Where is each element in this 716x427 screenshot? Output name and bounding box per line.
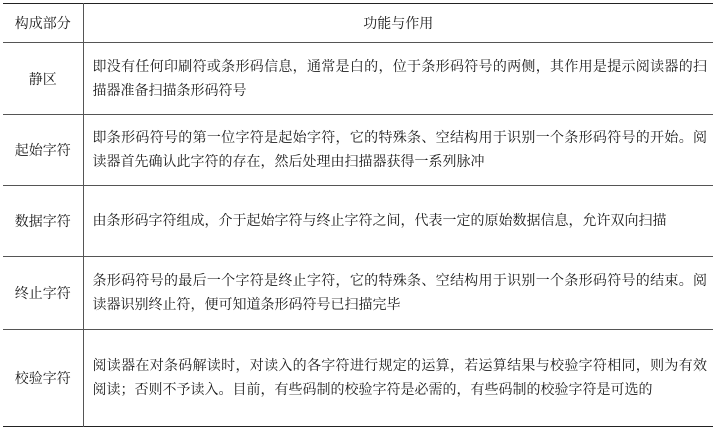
row-description: 即条形码符号的第一位字符是起始字符，它的特殊条、空结构用于识别一个条形码符号的开始。阅读器首先确认此字符的存在，然后处理由扫描器获得一系列脉冲 (83, 115, 713, 186)
row-name-quiet-zone: 静区 (28, 71, 57, 88)
row-description: 条形码符号的最后一个字符是终止字符，它的特殊条、空结构用于识别一个条形码符号的结束。阅读器识别终止符，便可知道条形码符号已扫描完毕 (83, 257, 713, 330)
table-header (3, 4, 713, 43)
header-function: 功能与作用 (83, 4, 713, 43)
table-row (3, 115, 713, 186)
row-description: 由条形码字符组成，介于起始字符与终止字符之间，代表一定的原始数据信息，允许双向扫描 (83, 186, 713, 257)
table-row (3, 257, 713, 330)
row-description: 阅读器在对条码解读时，对读入的各字符进行规定的运算，若运算结果与校验字符相同，则为有效阅读；否则不予读入。目前，有些码制的校验字符是必需的，有些码制的校验字符是可选的 (83, 330, 713, 427)
table-row (3, 186, 713, 257)
barcode-structure-table (3, 3, 713, 427)
row-description: 即没有任何印刷符或条形码信息，通常是白的，位于条形码符号的两侧，其作用是提示阅读器的扫描器准备扫描条形码符号 (83, 43, 713, 115)
row-name-start-character: 起始字符 (14, 143, 71, 159)
row-name-data-character: 数据字符 (14, 214, 71, 230)
table-body (3, 43, 713, 427)
table-row (3, 43, 713, 115)
header-row (3, 4, 713, 43)
row-name-stop-character: 终止字符 (14, 286, 71, 302)
header-component: 构成部分 (14, 16, 71, 32)
row-name-check-character: 校验字符 (14, 371, 71, 387)
table-row (3, 330, 713, 427)
